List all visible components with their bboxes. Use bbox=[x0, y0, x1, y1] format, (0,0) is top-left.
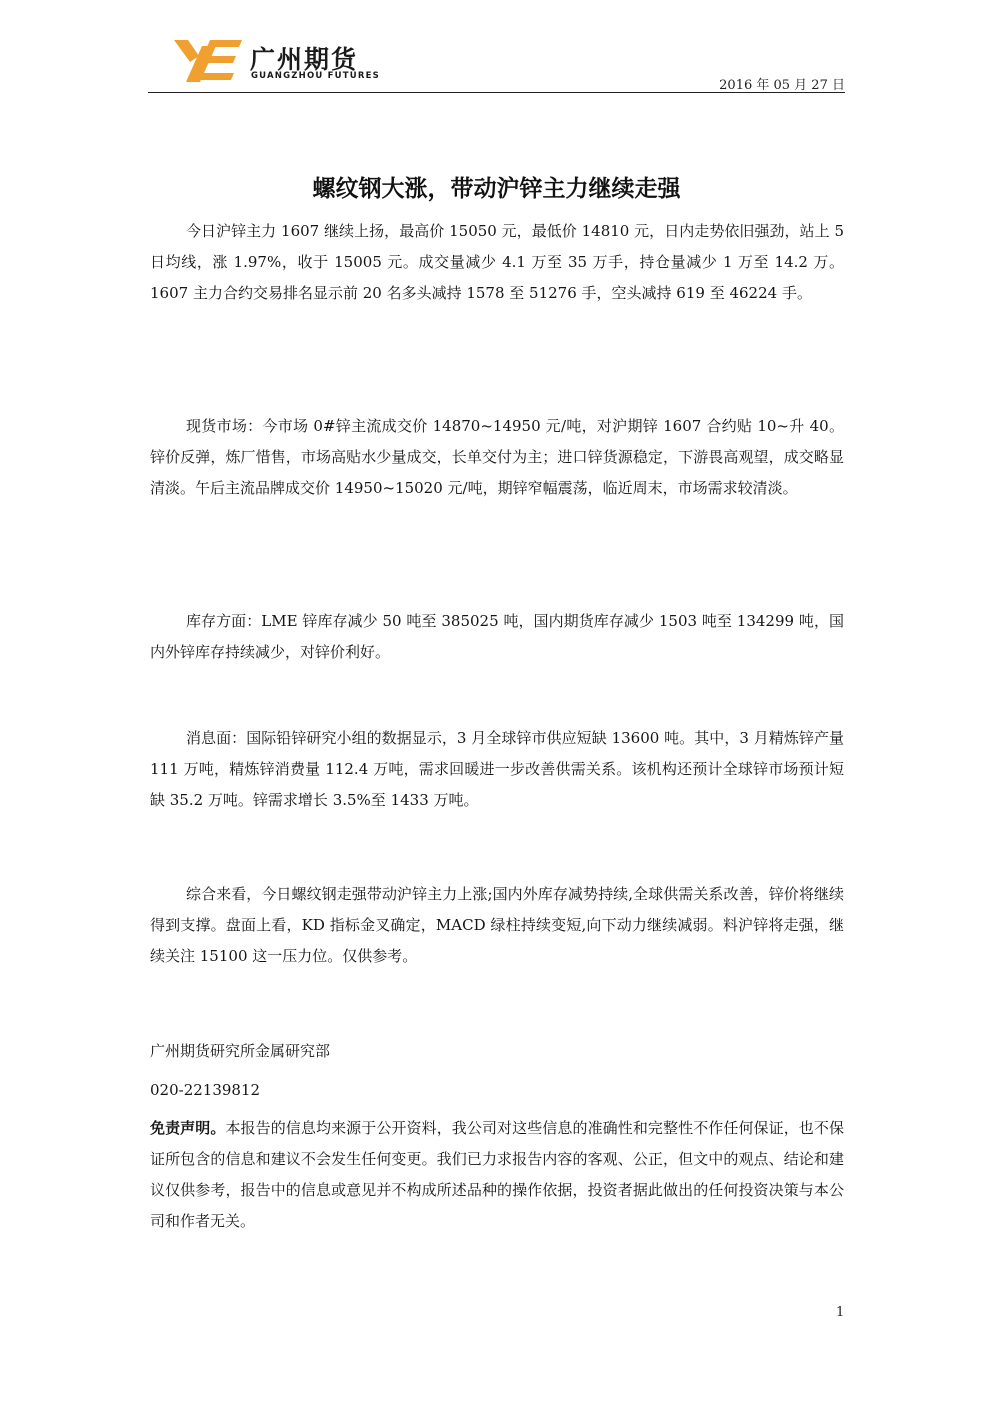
report-title: 螺纹钢大涨，带动沪锌主力继续走强 bbox=[312, 176, 681, 202]
header-divider bbox=[148, 92, 845, 93]
paragraph-news: 消息面：国际铅锌研究小组的数据显示，3 月全球锌市供应短缺 13600 吨。其中，3 月精炼锌产量 111 万吨，精炼锌消费量 112.4 万吨，需求回暖进一步改善供需关系。该机构还预计全球锌市场预计短缺 35.2 万吨。锌需求增长 3.5%至 1433 万吨。 bbox=[150, 729, 844, 809]
disclaimer bbox=[150, 1113, 844, 1237]
paragraph-conclusion: 综合来看，今日螺纹钢走强带动沪锌主力上涨;国内外库存减势持续,全球供需关系改善，锌价将继续得到支撑。盘面上看，KD 指标金叉确定，MACD 绿柱持续变短,向下动力继续减弱。料沪锌将走强，继续关注 15100 这一压力位。仅供参考。 bbox=[150, 885, 844, 965]
logo-mark-icon bbox=[172, 38, 244, 84]
disclaimer-label: 免责声明。 bbox=[150, 1119, 226, 1137]
research-department: 广州期货研究所金属研究部 bbox=[150, 1042, 331, 1060]
contact-phone: 020-22139812 bbox=[150, 1081, 261, 1099]
paragraph-inventory: 库存方面：LME 锌库存减少 50 吨至 385025 吨，国内期货库存减少 1503 吨至 134299 吨，国内外锌库存持续减少，对锌价利好。 bbox=[150, 612, 844, 661]
logo-chinese-name: 广州期货 bbox=[250, 45, 359, 74]
paragraph-spot-market: 现货市场：今市场 0#锌主流成交价 14870~14950 元/吨，对沪期锌 1607 合约贴 10~升 40。锌价反弹，炼厂惜售，市场高贴水少量成交，长单交付为主；进口锌货源稳定，下游畏高观望，成交略显清淡。午后主流品牌成交价 14950~15020 元/吨，期锌窄幅震荡，临近周末，市场需求较清淡。 bbox=[150, 417, 844, 497]
disclaimer-text: 本报告的信息均来源于公开资料，我公司对这些信息的准确性和完整性不作任何保证，也不保证所包含的信息和建议不会发生任何变更。我们已力求报告内容的客观、公正，但文中的观点、结论和建议仅供参考，报告中的信息或意见并不构成所述品种的操作依据，投资者据此做出的任何投资决策与本公司和作者无关。 bbox=[150, 1119, 844, 1230]
company-logo bbox=[172, 38, 412, 86]
paragraph-market-summary: 今日沪锌主力 1607 继续上扬，最高价 15050 元，最低价 14810 元，日内走势依旧强劲，站上 5 日均线，涨 1.97%，收于 15005 元。成交量减少 4.1 万至 35 万手，持仓量减少 1 万至 14.2 万。1607 主力合约交易排名显示前 20 名多头减持 1578 至 51276 手，空头减持 619 至 46224 手。 bbox=[150, 222, 844, 302]
report-header bbox=[148, 30, 845, 94]
logo-english-name: GUANGZHOU FUTURES bbox=[251, 71, 380, 81]
page-number: 1 bbox=[836, 1305, 845, 1320]
report-date: 2016 年 05 月 27 日 bbox=[719, 78, 845, 93]
